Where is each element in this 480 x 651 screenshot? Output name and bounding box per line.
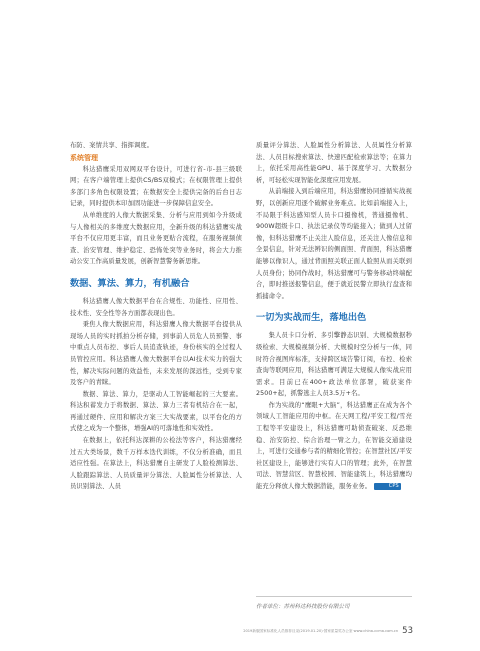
left-column [70, 140, 242, 493]
footer-text: 2019新版国家标准化人员推荐目录(2019.01-20)·国家质量奖办公室·www.china-ccma.com.cn [243, 628, 399, 633]
paragraph-continued: 布防、案情共享、指挥调度。 [70, 142, 154, 149]
author-affiliation: 作者单位：苏州科达科技股份有限公司 [256, 596, 412, 611]
paragraph-fuse-2: 秉焦人像大数据应用，科达猎鹰人像大数据平台提供从现场人员的实时抓拍分析存储，到事前人员危人员预警、事中重点人员布控、事后人员追查轨迹，身份核实的全过程人员管控应用。科达猎鹰人像大数据平台以AI技术实力的强大性，解决实际问题的效益性，未来发展的深远性，受到专家及客户的青睐。 [70, 321, 242, 387]
page-number: 53 [402, 626, 413, 636]
paragraph-mgmt-1: 科达猎鹰采用双网双平台设计，可进行省-市-县三级联网；在客户端管理上提供CS/BS双模式；在权限管理上提供多部门多角色权限设置；在数据安全上提供完备的后台日志记录，同时提供本印加固功能进一步保障信息安全。 [70, 165, 242, 208]
paragraph-capabilities: 集人员卡口分析、多引擎静态识别、大规模数据秒级检索、大规模视频分析、大规模时空分析与一体，同时符合视图库标准，支持跨区域告警订阅，布控、检索查询等联网应用，科达猎鹰可满足大规模人像实战应用需求。目前已在400+政法单位部署，破获案件2500+起，抓警逃主人员3.5万+名。 [256, 332, 412, 398]
paragraph-frontend: 从前端接入到后端应用，科达猎鹰协同遵循实战视野，以创新应用逐个破解业务难点。比如前端接入上，不局限于科达感知型人员卡口摄像机，普通摄像机、900W超级卡口、执法记录仪等均能接入；做到人过留像，但科达猎鹰不止关注人脸信息，还关注人像信息和全景信息，针对无法辨识的侧面照、背面照，科达猎鹰能够以像识人，通过背面照关联正面人脸照从而关联到人员身份；协同作战时，科达猎鹰可与警务移动终端配合，即时推送报警信息，便于就近民警立即执行盘查和抓捕命令。 [256, 188, 412, 300]
end-mark-icon: CPS [374, 483, 401, 490]
paragraph-fuse-4: 在数据上，依托科达深耕的公检法等客户，科达猎鹰经过五大类场景，数千万样本迭代训练，不仅分析准确，而且适应性强。在算法上，科达猎鹰自主研发了人脸检测算法、人脸跟踪算法、人员质量评分算法、人脸属性分析算法、人员识别算法、人员 [70, 437, 242, 491]
paragraph-mgmt-2: 从单维度的人像大数据采集、分析与应用到如今升级成与人像相关的多维度大数据应用，全新升级的科达猎鹰实战平台不仅应用更丰富，而且业务更贴合流程，在服务视频侦查、治安管理、维护稳定、恐怖处突等业务时，将会大力推动公安工作高质量发展，创新智慧警务新思维。 [70, 211, 242, 266]
section-title-data-algorithm: 数据、算法、算力，有机融合 [70, 277, 190, 289]
right-column [256, 140, 412, 493]
section-title-actual-combat: 一切为实战而生，落地出色 [256, 312, 367, 324]
paragraph-fuse-3: 数据、算法、算力，是驱动人工智能崛起的三大要素。科达积蓄发力于将数据、算法、算力三者有机结合在一起，再通过硬件、应用和解决方案三大实战要素，以平台化的方式使之成为一个整体，增强AI的可落地性和实效性。 [70, 390, 242, 433]
paragraph-applications-text: 作为实战的“鹰眼+大脑”，科达猎鹰正在成为各个领域人工智能应用的中枢。在天网工程/平安工程/雪亮工程等平安建设上，科达猎鹰可助侦查破案、反恐维稳、治安防控、综合治理一臂之力，在智能交通建设上，可进行交通参与者的精细化管控；在智慧社区/平安社区建设上，能够进行实有人口的管理；此外，在智慧司法、智慧营区、智慧校园、智能建筑上，科达猎鹰均能充分释放人像大数据潜能，服务业务。 [256, 401, 412, 491]
page-footer [230, 624, 413, 638]
subsection-title-system-management: 系统管理 [70, 153, 98, 162]
paragraph-applications [256, 400, 412, 493]
paragraph-continued-right: 质量评分算法、人脸属性分析算法、人员属性分析算法、人员目标搜索算法、快速匹配检索算法等；在算力上，依托采用高性能GPU、基于深度学习、大数据分析，可轻松实现智能化深度应用发展。 [256, 142, 412, 184]
paragraph-fuse-1: 科达猎鹰人像大数据平台在合规性、功能性、应用性、技术性、安全性等各方面都表现出色。 [70, 297, 242, 317]
